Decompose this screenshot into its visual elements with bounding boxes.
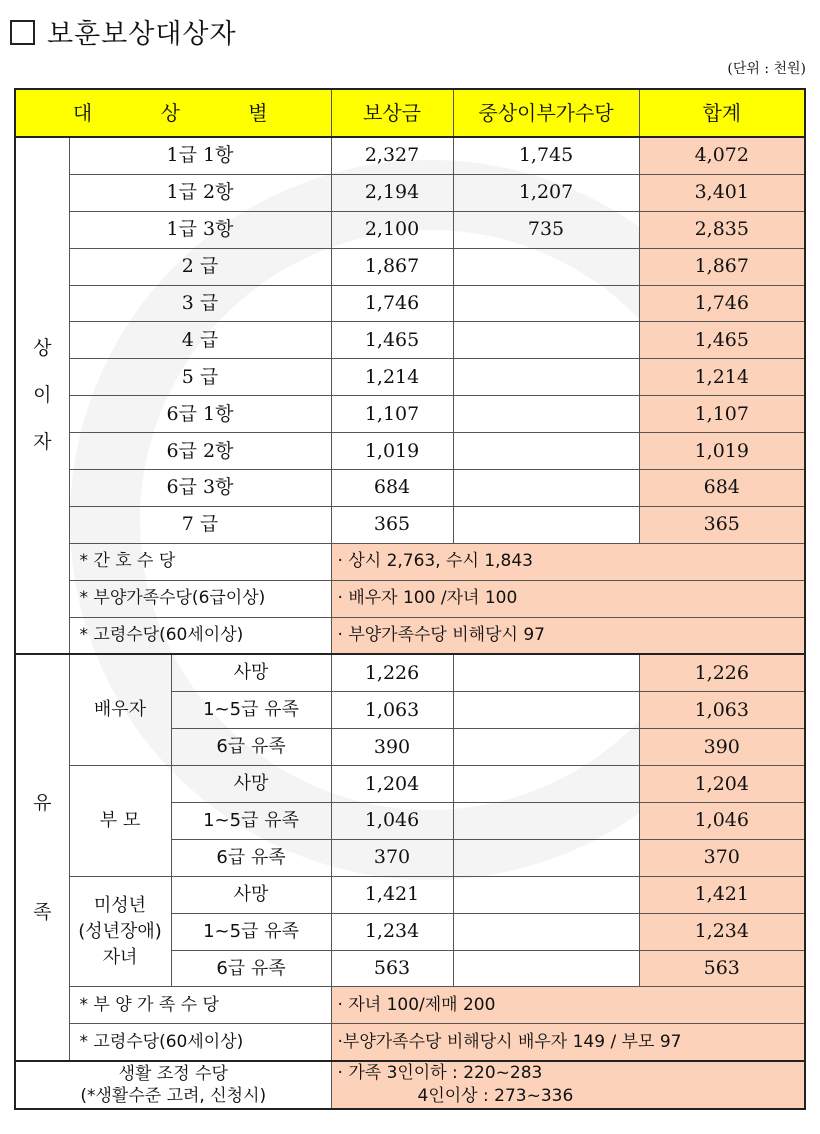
grade-cell: 2 급: [69, 248, 331, 285]
allowance-cell: [453, 322, 639, 359]
living-label-line2: (*생활수준 고려, 신청시): [80, 1086, 267, 1107]
grade-cell: 4 급: [69, 322, 331, 359]
total-cell: 1,204: [639, 766, 805, 803]
total-cell: 1,867: [639, 248, 805, 285]
note-value: · 상시 2,763, 수시 1,843: [331, 543, 805, 580]
total-cell: 3,401: [639, 174, 805, 211]
table-row: [15, 396, 805, 433]
compensation-cell: 1,214: [331, 359, 453, 396]
allowance-cell: [453, 248, 639, 285]
compensation-cell: 563: [331, 950, 453, 987]
compensation-cell: 370: [331, 839, 453, 876]
total-cell: 1,107: [639, 396, 805, 433]
compensation-cell: 1,234: [331, 913, 453, 950]
compensation-cell: 2,100: [331, 211, 453, 248]
table-row: [15, 174, 805, 211]
total-cell: 1,234: [639, 913, 805, 950]
header-total: 합계: [639, 89, 805, 137]
total-cell: 1,746: [639, 285, 805, 322]
page-title: [10, 12, 237, 51]
compensation-cell: 1,421: [331, 876, 453, 913]
table-row: [15, 322, 805, 359]
table-row: [15, 506, 805, 543]
living-value-line2: 4인이상 : 273~336: [417, 1086, 574, 1107]
sub-category-cell: 사망: [171, 876, 331, 913]
table-row: [15, 211, 805, 248]
allowance-cell: [453, 359, 639, 396]
allowance-cell: [453, 839, 639, 876]
table-row: [15, 248, 805, 285]
note-label: * 부양가족수당(6급이상): [69, 580, 331, 617]
compensation-cell: 2,327: [331, 137, 453, 174]
allowance-cell: [453, 803, 639, 840]
living-value-line1: · 가족 3인이하 : 220~283: [337, 1063, 543, 1084]
sub-category-cell: 6급 유족: [171, 839, 331, 876]
note-row: [15, 987, 805, 1024]
allowance-cell: [453, 470, 639, 507]
table-row: [15, 285, 805, 322]
allowance-cell: [453, 506, 639, 543]
compensation-cell: 1,046: [331, 803, 453, 840]
total-cell: 1,465: [639, 322, 805, 359]
note-label: * 간 호 수 당: [69, 543, 331, 580]
grade-cell: 1급 1항: [69, 137, 331, 174]
compensation-cell: 1,107: [331, 396, 453, 433]
grade-cell: 1급 2항: [69, 174, 331, 211]
total-cell: 4,072: [639, 137, 805, 174]
allowance-cell: 1,745: [453, 137, 639, 174]
total-cell: 365: [639, 506, 805, 543]
sub-category-cell: 사망: [171, 654, 331, 691]
beneficiary-group-line: (성년장애): [78, 920, 162, 942]
sub-category-cell: 1~5급 유족: [171, 913, 331, 950]
total-cell: 684: [639, 470, 805, 507]
allowance-cell: [453, 950, 639, 987]
allowance-cell: [453, 729, 639, 766]
allowance-cell: [453, 285, 639, 322]
beneficiary-group-line: 미성년: [93, 894, 147, 916]
beneficiary-group: 배우자: [69, 654, 171, 765]
unit-label: (단위 : 천원): [727, 61, 806, 77]
note-label: * 부 양 가 족 수 당: [69, 987, 331, 1024]
grade-cell: 7 급: [69, 506, 331, 543]
note-label: * 고령수당(60세이상): [69, 1024, 331, 1061]
total-cell: 1,019: [639, 433, 805, 470]
header-category: 대 상 별: [15, 89, 331, 137]
living-allowance-label: [15, 1061, 331, 1109]
compensation-cell: 1,063: [331, 692, 453, 729]
header-allowance: 중상이부가수당: [453, 89, 639, 137]
table-header-row: [15, 89, 805, 137]
allowance-cell: 735: [453, 211, 639, 248]
total-cell: 390: [639, 729, 805, 766]
total-cell: 370: [639, 839, 805, 876]
note-value: · 부양가족수당 비해당시 97: [331, 617, 805, 654]
note-label: * 고령수당(60세이상): [69, 617, 331, 654]
sub-category-cell: 1~5급 유족: [171, 803, 331, 840]
grade-cell: 1급 3항: [69, 211, 331, 248]
note-row: [15, 617, 805, 654]
bereaved-label-char: 유: [33, 791, 52, 814]
grade-cell: 6급 2항: [69, 433, 331, 470]
compensation-cell: 1,204: [331, 766, 453, 803]
allowance-cell: 1,207: [453, 174, 639, 211]
note-row: [15, 580, 805, 617]
compensation-cell: 2,194: [331, 174, 453, 211]
wounded-label-char: 자: [33, 431, 52, 454]
beneficiary-group: [69, 876, 171, 987]
allowance-cell: [453, 433, 639, 470]
total-cell: 1,214: [639, 359, 805, 396]
compensation-cell: 1,019: [331, 433, 453, 470]
wounded-category-label: [15, 137, 69, 654]
note-row: [15, 1024, 805, 1061]
wounded-label-char: 이: [33, 384, 52, 407]
allowance-cell: [453, 692, 639, 729]
total-cell: 1,046: [639, 803, 805, 840]
compensation-table: [14, 88, 806, 1110]
grade-cell: 6급 1항: [69, 396, 331, 433]
total-cell: 1,226: [639, 654, 805, 691]
table-row: [15, 470, 805, 507]
table-row: [15, 433, 805, 470]
sub-category-cell: 6급 유족: [171, 729, 331, 766]
compensation-cell: 1,867: [331, 248, 453, 285]
table-row: [15, 876, 805, 913]
table-row: [15, 654, 805, 691]
living-allowance-row: [15, 1061, 805, 1109]
grade-cell: 5 급: [69, 359, 331, 396]
wounded-label-char: 상: [33, 337, 52, 360]
table-row: [15, 359, 805, 396]
total-cell: 1,421: [639, 876, 805, 913]
allowance-cell: [453, 876, 639, 913]
grade-cell: 3 급: [69, 285, 331, 322]
compensation-cell: 1,746: [331, 285, 453, 322]
allowance-cell: [453, 913, 639, 950]
note-row: [15, 543, 805, 580]
total-cell: 2,835: [639, 211, 805, 248]
sub-category-cell: 사망: [171, 766, 331, 803]
table-row: [15, 766, 805, 803]
compensation-cell: 365: [331, 506, 453, 543]
compensation-cell: 684: [331, 470, 453, 507]
compensation-cell: 1,465: [331, 322, 453, 359]
beneficiary-group: 부 모: [69, 766, 171, 877]
note-value: · 자녀 100/제매 200: [331, 987, 805, 1024]
living-label-line1: 생활 조정 수당: [118, 1064, 228, 1085]
allowance-cell: [453, 396, 639, 433]
note-value: · 배우자 100 /자녀 100: [331, 580, 805, 617]
beneficiary-group-line: 자녀: [102, 946, 138, 968]
sub-category-cell: 6급 유족: [171, 950, 331, 987]
header-compensation: 보상금: [331, 89, 453, 137]
allowance-cell: [453, 766, 639, 803]
compensation-cell: 390: [331, 729, 453, 766]
total-cell: 563: [639, 950, 805, 987]
total-cell: 1,063: [639, 692, 805, 729]
sub-category-cell: 1~5급 유족: [171, 692, 331, 729]
bereaved-label-char: 족: [33, 900, 52, 923]
bereaved-category-label: [15, 654, 69, 1061]
allowance-cell: [453, 654, 639, 691]
living-allowance-value: [331, 1061, 805, 1109]
grade-cell: 6급 3항: [69, 470, 331, 507]
note-value: ·부양가족수당 비해당시 배우자 149 / 부모 97: [331, 1024, 805, 1061]
table-row: [15, 137, 805, 174]
checkbox-square-icon: [10, 20, 35, 45]
page-title-text: 보훈보상대상자: [47, 19, 237, 50]
compensation-cell: 1,226: [331, 654, 453, 691]
